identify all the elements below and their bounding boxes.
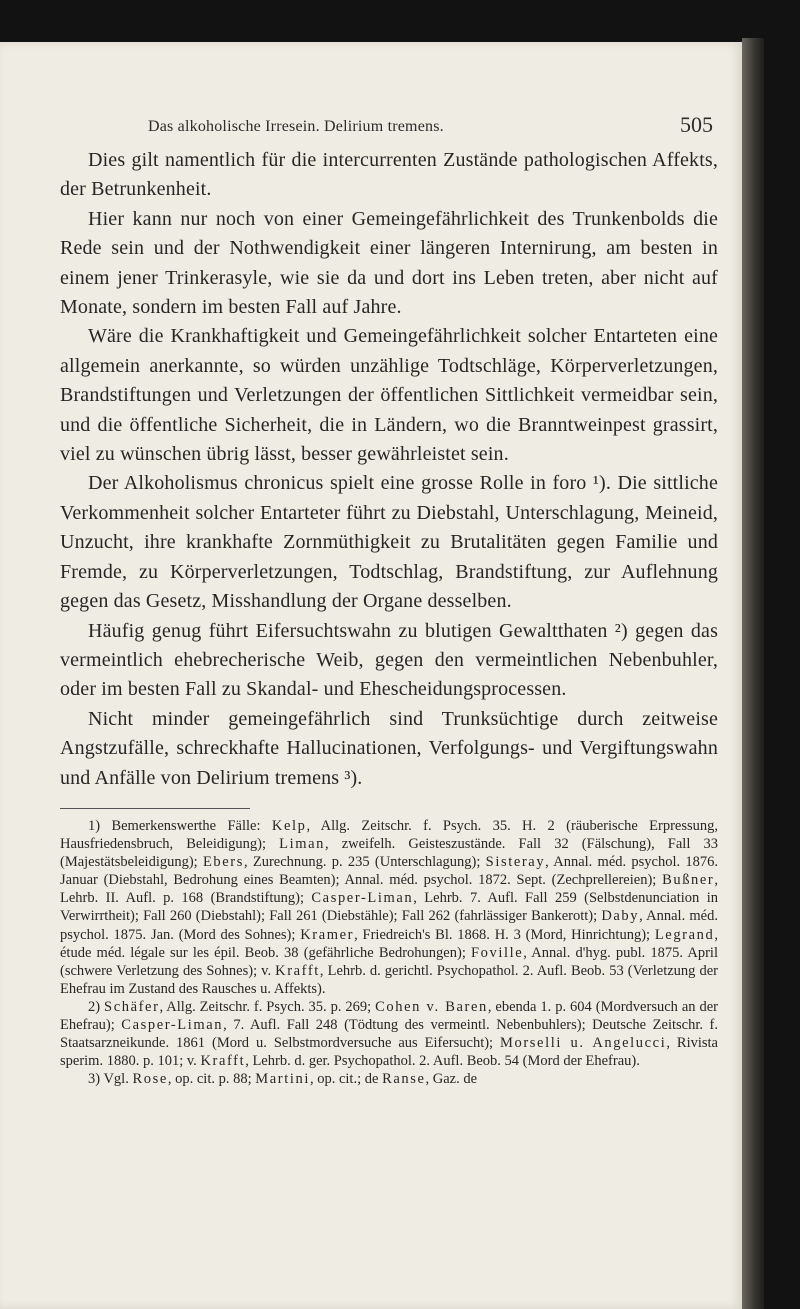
footnote-text: , op. cit.; de bbox=[309, 1071, 383, 1088]
author-name: Legrand bbox=[654, 926, 715, 943]
page-header bbox=[148, 112, 713, 142]
page-number: 505 bbox=[680, 112, 713, 137]
author-name: Rose bbox=[132, 1071, 168, 1088]
footnote-text: , Lehrb. II. Aufl. p. 168 (Brandstiftung); bbox=[60, 872, 718, 907]
author-name: Ebers bbox=[202, 854, 244, 871]
footnote-1 bbox=[60, 817, 718, 998]
author-name: Kelp bbox=[271, 817, 307, 834]
author-name: Foville bbox=[471, 944, 524, 961]
footnote-text: , Annal. méd. psychol. 1876. Januar (Diebstahl, Bedrohung eines Beamten); Annal. méd. psychol. 1872. Sept. (Zechprellereien); bbox=[60, 854, 718, 889]
footnote-text: 2) bbox=[88, 998, 105, 1015]
page-edge bbox=[742, 38, 764, 1309]
author-name: Kramer bbox=[300, 926, 355, 943]
footnote-text: , zweifelh. Geisteszustände. Fall 32 (Fälschung), Fall 33 (Majestätsbeleidigung); bbox=[60, 836, 718, 871]
paragraph: Häufig genug führt Eifersuchtswahn zu blutigen Gewaltthaten ²) gegen das vermeintlich ehebrecherische Weib, gegen den vermeintlichen Nebenbuhler, oder im besten Fall zu Skandal- und Ehescheidungsprocessen. bbox=[60, 619, 718, 701]
author-name: Krafft bbox=[200, 1053, 246, 1070]
footnote-text: , étude méd. légale sur les épil. Beob. 38 (gefährliche Bedrohungen); bbox=[60, 926, 718, 961]
footnote-text: 3) Vgl. bbox=[88, 1071, 133, 1088]
main-text bbox=[60, 146, 718, 1088]
footnote-text: , ebenda 1. p. 604 (Mordversuch an der Ehefrau); bbox=[60, 998, 718, 1033]
footnote-text: , Rivista sperim. 1880. p. 101; v. bbox=[60, 1035, 718, 1070]
author-name: Daby bbox=[601, 908, 640, 925]
paragraph: Wäre die Krankhaftigkeit und Gemeingefährlichkeit solcher Entarteten eine allgemein anerkannte, so würden unzählige Todtschläge, Körperverletzungen, Brandstiftungen und Verletzungen der öffentlichen Sittlichkeit vermeidbar sein, und die öffentliche Sicherheit, die in Ländern, wo die Branntweinpest grassirt, viel zu wünschen übrig lässt, besser gewährleistet sein. bbox=[60, 325, 718, 466]
author-name: Bußner bbox=[662, 872, 715, 889]
footnote-text: , Friedreich's Bl. 1868. H. 3 (Mord, Hinrichtung); bbox=[354, 926, 655, 943]
paragraph: Nicht minder gemeingefährlich sind Trunksüchtige durch zeitweise Angstzufälle, schreckhafte Hallucinationen, Verfolgungs- und Vergiftungswahn und Anfälle von Delirium tremens ³). bbox=[60, 707, 718, 789]
author-name: Morselli u. Angelucci bbox=[500, 1035, 667, 1052]
footnote-text: , Lehrb. d. gerichtl. Psychopathol. 2. Aufl. Beob. 53 (Verletzung der Ehefrau im Zustand des Rausches u. Affekts). bbox=[60, 962, 718, 997]
footnote-text: 1) Bemerkenswerthe Fälle: bbox=[88, 817, 272, 834]
footnote-text: , Allg. Zeitschr. f. Psych. 35. H. 2 (räuberische Erpressung, Hausfriedensbruch, Beleidigung); bbox=[60, 817, 719, 853]
footnote-text: , op. cit. p. 88; bbox=[167, 1071, 256, 1088]
paragraph: Dies gilt namentlich für die intercurrenten Zustände pathologischen Affekts, der Betrunkenheit. bbox=[60, 149, 718, 201]
footnote-text: , Lehrb. 7. Aufl. Fall 259 (Selbstdenunciation in Verwirrtheit); Fall 260 (Diebstahl); Fall 261 (Diebstähle); Fall 262 (fahrlässiger Bankerott); bbox=[60, 890, 718, 925]
paragraph: Hier kann nur noch von einer Gemeingefährlichkeit des Trunkenbolds die Rede sein und der Nothwendigkeit einer längeren Internirung, am besten in einem jener Trinkerasyle, wie sie da und dort ins Leben treten, aber nicht auf Monate, sondern im besten Fall auf Jahre. bbox=[60, 207, 718, 319]
paragraph: Der Alkoholismus chronicus spielt eine grosse Rolle in foro ¹). Die sittliche Verkommenheit solcher Entarteter führt zu Diebstahl, Unterschlagung, Meineid, Unzucht, ihre krankhafte Zornmüthigkeit zu Brutalitäten gegen Familie und Fremde, zu Körperverletzungen, Todtschlag, Brandstiftung, zur Auflehnung gegen das Gesetz, Misshandlung der Organe desselben. bbox=[60, 472, 718, 613]
footnote-text: , Allg. Zeitschr. f. Psych. 35. p. 269; bbox=[159, 998, 376, 1015]
footnote-text: , Annal. méd. psychol. 1875. Jan. (Mord des Sohnes); bbox=[60, 908, 718, 943]
author-name: Schäfer bbox=[104, 998, 160, 1015]
footnote-3 bbox=[60, 1070, 718, 1088]
author-name: Sisteray bbox=[485, 854, 546, 871]
author-name: Ranse bbox=[382, 1071, 426, 1088]
author-name: Liman bbox=[279, 836, 325, 853]
footnote-text: , Lehrb. d. ger. Psychopathol. 2. Aufl. Beob. 54 (Mord der Ehefrau). bbox=[245, 1053, 640, 1070]
running-title: Das alkoholische Irresein. Delirium tremens. bbox=[148, 118, 444, 135]
author-name: Casper-Liman bbox=[311, 890, 414, 907]
footnote-text: , Zurechnung. p. 235 (Unterschlagung); bbox=[243, 854, 486, 871]
footnote-text: , Gaz. de bbox=[425, 1071, 478, 1088]
author-name: Casper-Liman bbox=[121, 1016, 224, 1033]
footnote-rule bbox=[60, 808, 250, 809]
author-name: Cohen v. Baren bbox=[375, 998, 488, 1015]
footnote-2 bbox=[60, 998, 718, 1070]
author-name: Krafft bbox=[275, 962, 320, 979]
footnote-text: , 7. Aufl. Fall 248 (Tödtung des vermeintl. Nebenbuhlers); Deutsche Zeitschr. f. Staatsarzneikunde. 1861 (Mord u. Selbstmordversuche aus Eifersucht); bbox=[60, 1016, 718, 1052]
author-name: Martini bbox=[255, 1071, 310, 1088]
footnote-text: , Annal. d'hyg. publ. 1875. April (schwere Verletzung des Sohnes); v. bbox=[60, 944, 718, 979]
